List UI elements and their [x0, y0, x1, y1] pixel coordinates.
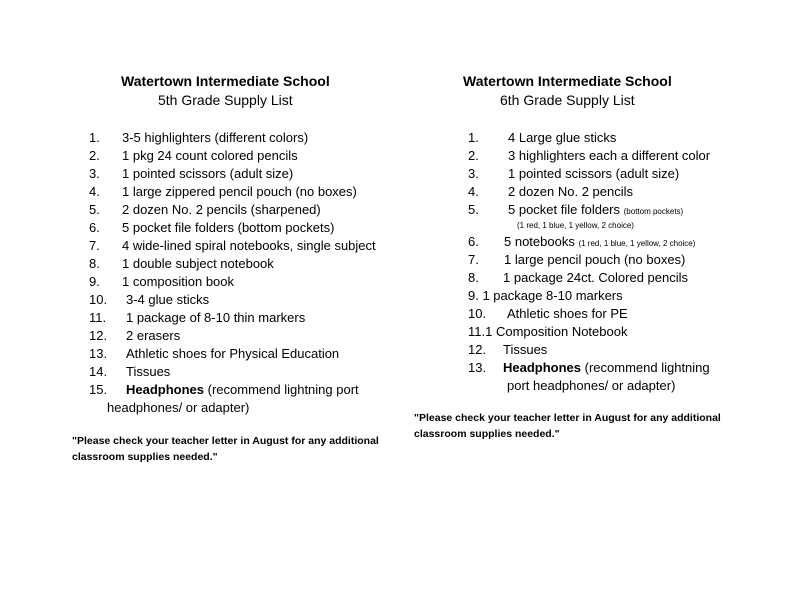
left-list-item: [89, 130, 419, 146]
left-item-text: 5 pocket file folders (bottom pockets): [122, 220, 335, 235]
left-item-text: 2 erasers: [126, 328, 181, 343]
left-list-item: [89, 274, 419, 290]
left-list-item: [89, 346, 419, 362]
right-item-5-small: (bottom pockets): [623, 207, 684, 216]
right-list-item-6: [468, 234, 768, 250]
right-school-title: Watertown Intermediate School: [463, 73, 672, 89]
right-item-number: 2.: [468, 148, 479, 163]
left-item-number: 5.: [89, 202, 100, 217]
left-item-text: 1 pointed scissors (adult size): [122, 166, 294, 181]
left-item-text: 1 package of 8-10 thin markers: [126, 310, 306, 325]
right-item-13-continuation: port headphones/ or adapter): [507, 378, 676, 393]
left-item-text: 3-5 highlighters (different colors): [122, 130, 309, 145]
right-list-title: 6th Grade Supply List: [500, 92, 635, 108]
left-item-text: Athletic shoes for Physical Education: [126, 346, 340, 361]
right-list-item-13: [468, 360, 778, 376]
right-item-number: 8.: [468, 270, 479, 285]
left-list-item: [89, 256, 419, 272]
left-item-number: 2.: [89, 148, 100, 163]
right-item-number: 4.: [468, 184, 479, 199]
left-item-text: 4 wide-lined spiral notebooks, single subject: [122, 238, 376, 253]
right-item-number: 7.: [468, 252, 479, 267]
left-list-item: [89, 202, 419, 218]
left-item-text: 1 large zippered pencil pouch (no boxes): [122, 184, 357, 199]
left-item-number: 15.: [89, 382, 108, 397]
left-item-15-bold: Headphones: [126, 382, 205, 397]
left-item-number: 12.: [89, 328, 108, 343]
right-note-line-1: "Please check your teacher letter in August for any additional: [414, 412, 721, 424]
left-item-number: 4.: [89, 184, 100, 199]
right-list-item-11: 11.1 Composition Notebook: [468, 324, 628, 339]
right-item-text: 2 dozen No. 2 pencils: [508, 184, 634, 199]
right-list-item: [468, 184, 792, 200]
left-list-item: [89, 166, 419, 182]
right-item-number: 6.: [468, 234, 479, 249]
left-item-text: 2 dozen No. 2 pencils (sharpened): [122, 202, 321, 217]
left-item-number: 8.: [89, 256, 100, 271]
left-item-text: 3-4 glue sticks: [126, 292, 210, 307]
left-item-number: 1.: [89, 130, 100, 145]
left-list-item: [89, 364, 419, 380]
left-list-item-15: [89, 382, 409, 398]
right-note-line-2: classroom supplies needed.": [414, 428, 560, 440]
left-item-number: 13.: [89, 346, 108, 361]
left-item-text: 1 pkg 24 count colored pencils: [122, 148, 298, 163]
left-item-number: 11.: [89, 310, 107, 325]
left-item-number: 9.: [89, 274, 100, 289]
right-item-text: 1 pointed scissors (adult size): [508, 166, 680, 181]
left-item-15-rest: (recommend lightning port: [204, 382, 359, 397]
right-item-10-text: Athletic shoes for PE: [507, 306, 628, 321]
right-item-number: 1.: [468, 130, 479, 145]
right-item-text: 3 highlighters each a different color: [508, 148, 711, 163]
right-list-item: [468, 148, 792, 164]
left-school-title: Watertown Intermediate School: [121, 73, 330, 89]
left-list-item: [89, 238, 419, 254]
right-item-number: 12.: [468, 342, 487, 357]
left-item-number: 3.: [89, 166, 100, 181]
right-item-number: 13.: [468, 360, 487, 375]
right-item-5-text: 5 pocket file folders: [508, 202, 621, 217]
left-note-line-2: classroom supplies needed.": [72, 451, 218, 463]
left-list-item: [89, 220, 419, 236]
left-list-item: [89, 184, 419, 200]
right-item-6-text: 5 notebooks: [504, 234, 575, 249]
right-list-item-9: 9. 1 package 8-10 markers: [468, 288, 623, 303]
left-item-number: 6.: [89, 220, 100, 235]
right-item-8-text: 1 package 24ct. Colored pencils: [503, 270, 689, 285]
left-list-item: [89, 328, 419, 344]
left-item-text: 1 composition book: [122, 274, 235, 289]
right-item-13-rest: (recommend lightning: [581, 360, 710, 375]
left-item-number: 7.: [89, 238, 100, 253]
right-list-item-10: [468, 306, 768, 322]
left-item-text: 1 double subject notebook: [122, 256, 274, 271]
right-list-item-5: [468, 202, 768, 218]
left-item-15-continuation: headphones/ or adapter): [107, 400, 250, 415]
left-note-line-1: "Please check your teacher letter in August for any additional: [72, 435, 379, 447]
right-list-item-7: [468, 252, 768, 268]
right-item-number: 5.: [468, 202, 479, 217]
right-item-number: 10.: [468, 306, 487, 321]
left-item-text: Tissues: [126, 364, 171, 379]
right-list-item: [468, 130, 792, 146]
right-item-7-text: 1 large pencil pouch (no boxes): [504, 252, 686, 267]
left-item-number: 10.: [89, 292, 108, 307]
right-list-item-12: [468, 342, 768, 358]
left-list-item: [89, 148, 419, 164]
left-list-title: 5th Grade Supply List: [158, 92, 293, 108]
right-item-12-text: Tissues: [503, 342, 548, 357]
right-list-item-8: [468, 270, 768, 286]
left-list-item: [89, 292, 419, 308]
right-list-item: [468, 166, 792, 182]
left-list-item: [89, 310, 419, 326]
right-item-6-small: (1 red, 1 blue, 1 yellow, 2 choice): [578, 239, 696, 248]
right-item-13-bold: Headphones: [503, 360, 582, 375]
left-item-number: 14.: [89, 364, 108, 379]
right-item-number: 3.: [468, 166, 479, 181]
right-item-text: 4 Large glue sticks: [508, 130, 617, 145]
right-item-5-subnote: (1 red, 1 blue, 1 yellow, 2 choice): [517, 221, 634, 230]
